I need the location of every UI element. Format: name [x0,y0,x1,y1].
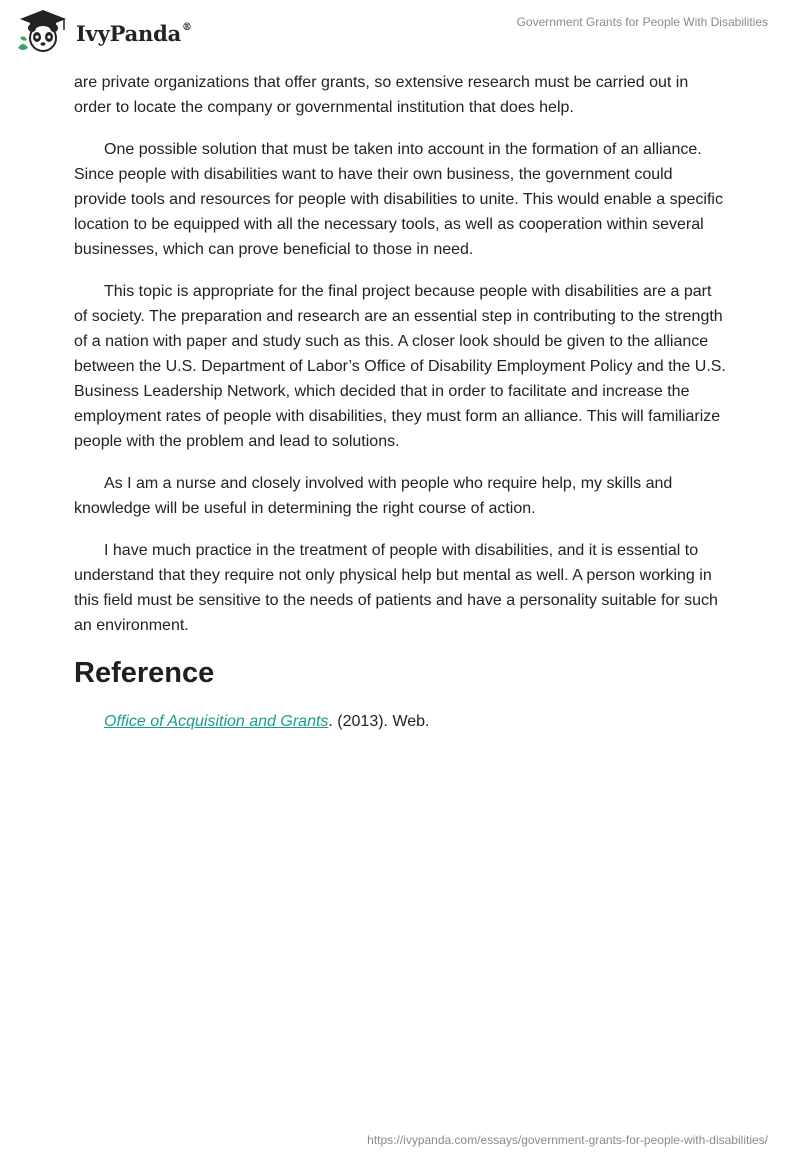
brand-name: IvyPanda® [76,20,192,46]
reference-citation-text: . (2013). Web. [328,713,430,730]
paragraph: This topic is appropriate for the final project because people with disabilities are a part of society. The preparation and research are an essential step in contributing to the strength of a nation with paper and study such as this. A closer look should be given to the alliance between the U.S. Department of Labor’s Office of Disability Employment Policy and the U.S. Business Leadership Network, which decided that in order to facilitate and increase the employment rates of people with disabilities, they must form an alliance. This will familiarize people with the problem and lead to solutions. [74,283,726,450]
reference-entry [104,709,726,734]
essay-body [74,70,726,734]
footer-source-url: https://ivypanda.com/essays/government-grants-for-people-with-disabilities/ [367,1133,768,1147]
paragraph: As I am a nurse and closely involved with people who require help, my skills and knowledge will be useful in determining the right course of action. [74,475,673,517]
reference-heading: Reference [74,657,215,689]
panda-graduation-cap-logo-icon [14,8,72,54]
reference-link[interactable]: Office of Acquisition and Grants [104,713,329,730]
paragraph-continued: are private organizations that offer grants, so extensive research must be carried out in order to locate the company or governmental institution that does help. [74,74,689,116]
document-title: Government Grants for People With Disabilities [516,15,768,29]
ivypanda-logo[interactable] [14,8,192,54]
registered-mark: ® [182,21,192,33]
paragraph: One possible solution that must be taken into account in the formation of an alliance. Since people with disabilities want to have their own business, the government could provide tools and resources for people with disabilities to unite. This would enable a specific location to be equipped with all the necessary tools, as well as cooperation within several businesses, which can prove beneficial to those in need. [74,141,723,258]
paragraph: I have much practice in the treatment of people with disabilities, and it is essential to understand that they require not only physical help but mental as well. A person working in this field must be sensitive to the needs of patients and have a personality suitable for such an environment. [74,542,718,634]
page-header [0,0,800,62]
